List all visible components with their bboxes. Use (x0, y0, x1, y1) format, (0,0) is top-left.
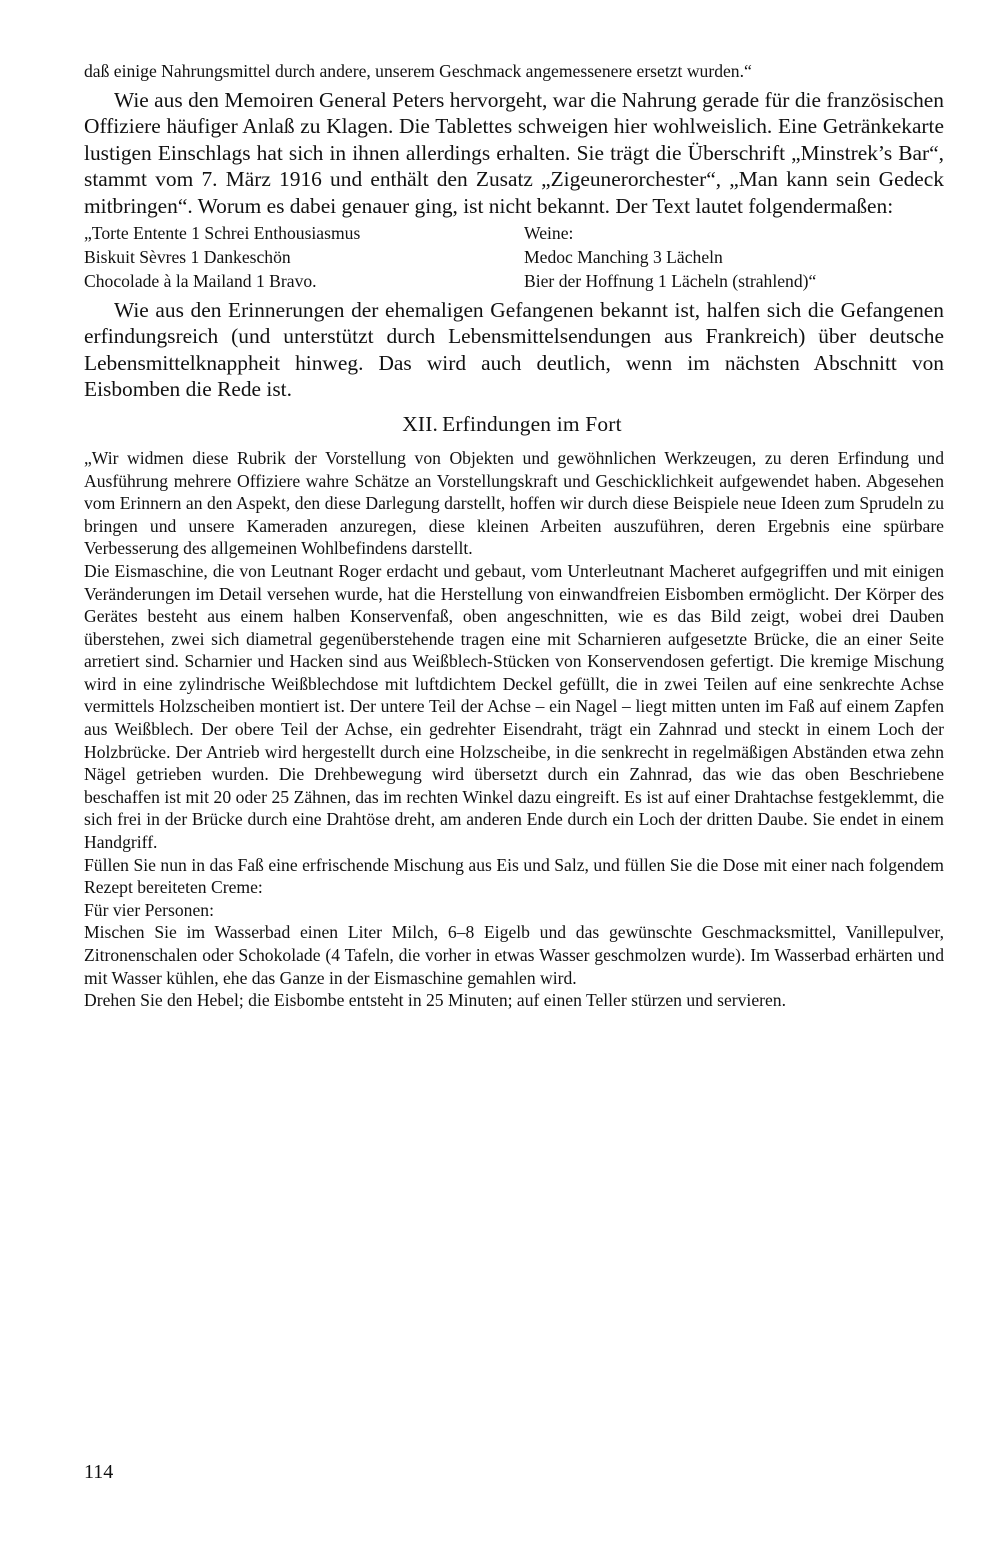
continued-quote: daß einige Nahrungsmittel durch andere, unserem Geschmack angemessenere ersetzt wurden.“ (84, 61, 752, 81)
paragraph-memoirs: Wie aus den Memoiren General Peters hervorgeht, war die Nahrung gerade für die französischen Offiziere häufiger Anlaß zu Klagen. Die Tablettes schweigen hier wohlweislich. Eine Getränkekarte lustigen Einschlags hat sich in ihnen allerdings erhalten. Sie trägt die Überschrift „Minstrek’s Bar“, stammt vom 7. März 1916 und enthält den Zusatz „Zigeunerorchester“, „Man kann sein Gedeck mitbringen“. Worum es dabei genauer ging, ist nicht bekannt. Der Text lautet folgendermaßen: (84, 87, 944, 218)
fill-instructions: Füllen Sie nun in das Faß eine erfrischende Mischung aus Eis und Salz, und füllen Sie die Dose mit einer nach folgendem Rezept bereiteten Creme: (84, 854, 944, 898)
page-body (84, 60, 944, 1012)
quote-intro: „Wir widmen diese Rubrik der Vorstellung von Objekten und gewöhnlichen Werkzeugen, zu deren Erfindung und Ausführung mehrere Offiziere wahre Schätze an Vorstellungskraft und Geschicklichkeit aufgewendet haben. Abgesehen vom Erinnern an den Aspekt, den diese Darlegung darstellt, hoffen wir durch diese Beispiele neue Ideen zum Sprudeln zu bringen und unsere Kameraden anzuregen, diese kleinen Arbeiten auszuführen, deren Ergebnis eine spürbare Verbesserung des allgemeinen Wohlbefindens darstellt. (84, 447, 944, 559)
page-number: 114 (84, 1461, 114, 1483)
section-title: Erfindungen im Fort (442, 411, 622, 436)
section-number: XII. (402, 411, 439, 436)
ice-machine-description: Die Eismaschine, die von Leutnant Roger erdacht und gebaut, vom Unterleutnant Macheret aufgegriffen und mit einigen Veränderungen im Detail versehen wurde, hat die Herstellung von einwandfreien Eisbomben ermöglicht. Der Körper des Gerätes besteht aus einem halben Konservenfaß, oben angeschnitten, wie es das Bild zeigt, wobei drei Dauben überstehen, zwei sich diametral gegenüberstehende tragen eine mit Scharnieren aufgesetzte Brücke, die an einer Seite arretiert sind. Scharnier und Hacken sind aus Weißblech-Stücken von Konservendosen gefertigt. Die kremige Mischung wird in eine zylindrische Weißblechdose mit luftdichtem Deckel gefüllt, die in zwei Teilen auf eine senkrechte Achse vermittels Holzscheiben montiert ist. Der untere Teil der Achse – ein Nagel – liegt mitten unten im Faß auf einem Zapfen aus Weißblech. Der obere Teil der Achse, ein gedrehter Eisendraht, trägt ein Zahnrad und steckt in einem Loch der Holzbrücke. Der Antrieb wird hergestellt durch eine Holzscheibe, in die senkrecht in regelmäßigen Abständen etwa zehn Nägel getrieben wurden. Die Drehbewegung wird übersetzt durch ein Zahnrad, das wie das oben Beschriebene beschaffen ist mit 20 oder 25 Zähnen, das im rechten Winkel dazu eingreift. Es ist auf einer Drahtachse festgeklemmt, die sich frei in der Brücke durch eine Drahtöse dreht, am anderen Ende durch ein Loch der dritten Daube. Sie endet in einem Handgriff. (84, 560, 944, 853)
drinks-menu (84, 221, 944, 293)
menu-right-3: Bier der Hoffnung 1 Lächeln (strahlend)“ (524, 270, 817, 291)
section-heading (84, 411, 944, 437)
menu-left-2: Biskuit Sèvres 1 Dankeschön (84, 246, 291, 267)
mix-instructions: Mischen Sie im Wasserbad einen Liter Milch, 6–8 Eigelb und das gewünschte Geschmacksmittel, Vanillepulver, Zitronenschalen oder Schokolade (4 Tafeln, die vorher in etwas Wasser geschmolzen wurde). Im Wasserbad erhärten und mit Wasser kühlen, ehe das Ganze in der Eismaschine gemahlen wird. (84, 922, 944, 988)
menu-right-1: Weine: (524, 222, 574, 243)
servings-line: Für vier Personen: (84, 899, 214, 920)
menu-right-2: Medoc Manching 3 Lächeln (524, 246, 723, 267)
final-instructions: Drehen Sie den Hebel; die Eisbombe entsteht in 25 Minuten; auf einen Teller stürzen und servieren. (84, 990, 786, 1011)
menu-left-3: Chocolade à la Mailand 1 Bravo. (84, 270, 317, 291)
paragraph-memories: Wie aus den Erinnerungen der ehemaligen Gefangenen bekannt ist, halfen sich die Gefangenen erfindungsreich (und unterstützt durch Lebensmittelsendungen aus Frankreich) über deutsche Lebensmittelknappheit hinweg. Das wird auch deutlich, wenn im nächsten Abschnitt von Eisbomben die Rede ist. (84, 297, 944, 402)
menu-left-1: „Torte Entente 1 Schrei Enthousiasmus (84, 222, 361, 243)
